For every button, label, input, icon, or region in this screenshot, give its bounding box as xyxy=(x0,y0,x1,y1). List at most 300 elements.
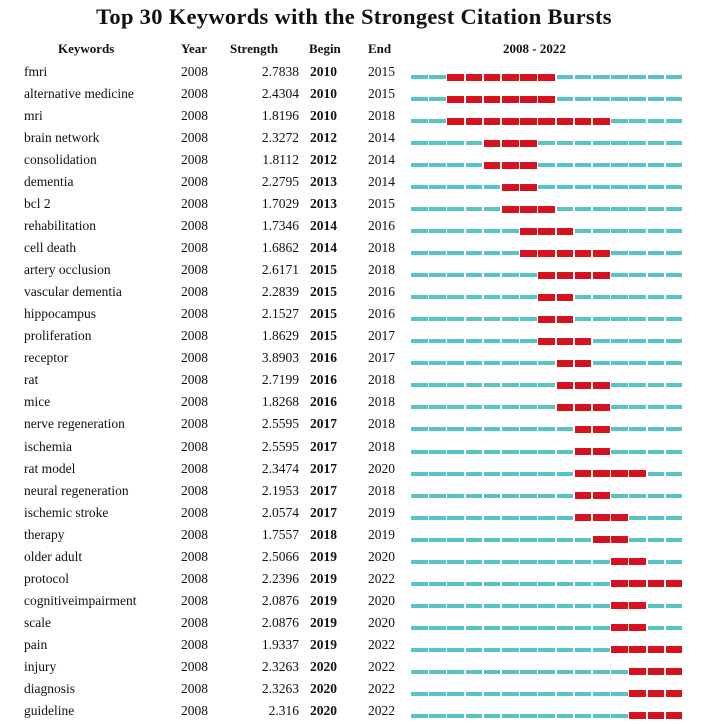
year-cell: 2008 xyxy=(181,570,208,586)
begin-cell: 2017 xyxy=(310,504,337,520)
burst-timeline xyxy=(411,107,684,129)
timeline-segment xyxy=(648,163,665,167)
timeline-segment xyxy=(575,185,592,189)
timeline-segment xyxy=(648,185,665,189)
burst-segment xyxy=(447,118,464,125)
begin-cell: 2016 xyxy=(310,372,337,388)
timeline-segment xyxy=(411,361,428,365)
timeline-segment xyxy=(447,626,464,630)
timeline-segment xyxy=(466,582,483,586)
burst-segment xyxy=(538,74,555,81)
begin-cell: 2020 xyxy=(310,680,337,696)
timeline-segment xyxy=(666,163,683,167)
burst-segment xyxy=(648,690,665,697)
keyword-cell: vascular dementia xyxy=(24,284,122,300)
strength-cell: 2.0876 xyxy=(261,614,299,630)
timeline-segment xyxy=(629,361,646,365)
timeline-segment xyxy=(557,472,574,476)
table-row xyxy=(0,526,708,548)
year-cell: 2008 xyxy=(181,108,208,124)
timeline-segment xyxy=(648,141,665,145)
timeline-segment xyxy=(466,516,483,520)
timeline-segment xyxy=(520,648,537,652)
keyword-cell: nerve regeneration xyxy=(24,416,125,432)
timeline-segment xyxy=(629,494,646,498)
timeline-segment xyxy=(557,714,574,718)
timeline-segment xyxy=(447,163,464,167)
timeline-segment xyxy=(484,207,501,211)
burst-timeline xyxy=(411,151,684,173)
timeline-segment xyxy=(629,97,646,101)
strength-cell: 2.7838 xyxy=(261,64,299,79)
table-row xyxy=(0,63,708,85)
end-cell: 2019 xyxy=(368,504,395,520)
burst-segment xyxy=(575,404,592,411)
timeline-segment xyxy=(447,648,464,652)
timeline-segment xyxy=(666,119,683,123)
strength-cell: 2.6171 xyxy=(261,262,299,278)
timeline-segment xyxy=(611,273,628,277)
timeline-segment xyxy=(666,339,683,343)
timeline-segment xyxy=(411,516,428,520)
timeline-segment xyxy=(557,163,574,167)
begin-cell: 2016 xyxy=(310,394,337,410)
end-cell: 2018 xyxy=(368,240,395,256)
timeline-segment xyxy=(520,273,537,277)
timeline-segment xyxy=(502,604,519,608)
timeline-segment xyxy=(538,472,555,476)
keyword-cell: neural regeneration xyxy=(24,482,129,498)
end-cell: 2022 xyxy=(368,658,395,674)
timeline-segment xyxy=(575,714,592,718)
burst-timeline xyxy=(411,438,684,460)
burst-segment xyxy=(520,228,537,235)
burst-segment xyxy=(538,250,555,257)
timeline-segment xyxy=(429,75,446,79)
timeline-segment xyxy=(484,626,501,630)
timeline-segment xyxy=(648,538,665,542)
timeline-segment xyxy=(429,516,446,520)
burst-segment xyxy=(666,646,683,653)
timeline-segment xyxy=(520,427,537,431)
burst-segment xyxy=(629,602,646,609)
burst-segment xyxy=(666,690,683,697)
timeline-segment xyxy=(593,582,610,586)
timeline-segment xyxy=(466,560,483,564)
timeline-segment xyxy=(666,472,683,476)
timeline-segment xyxy=(466,185,483,189)
timeline-segment xyxy=(648,97,665,101)
burst-segment xyxy=(557,382,574,389)
timeline-segment xyxy=(466,405,483,409)
strength-cell: 2.2795 xyxy=(261,174,299,190)
burst-segment xyxy=(593,118,610,125)
timeline-segment xyxy=(557,560,574,564)
timeline-segment xyxy=(466,273,483,277)
timeline-segment xyxy=(484,450,501,454)
timeline-segment xyxy=(538,626,555,630)
keyword-cell: dementia xyxy=(24,174,74,190)
timeline-segment xyxy=(429,472,446,476)
timeline-segment xyxy=(575,163,592,167)
strength-cell: 1.7557 xyxy=(261,526,299,542)
burst-segment xyxy=(629,646,646,653)
burst-segment xyxy=(593,514,610,521)
timeline-segment xyxy=(429,692,446,696)
burst-segment xyxy=(593,250,610,257)
timeline-segment xyxy=(520,361,537,365)
timeline-segment xyxy=(593,339,610,343)
timeline-segment xyxy=(611,692,628,696)
timeline-segment xyxy=(629,516,646,520)
timeline-segment xyxy=(502,383,519,387)
timeline-segment xyxy=(502,538,519,542)
year-cell: 2008 xyxy=(181,504,208,520)
timeline-segment xyxy=(466,295,483,299)
timeline-segment xyxy=(411,383,428,387)
burst-segment xyxy=(557,338,574,345)
burst-segment xyxy=(557,294,574,301)
timeline-segment xyxy=(575,229,592,233)
burst-timeline xyxy=(411,592,684,614)
timeline-segment xyxy=(666,626,683,630)
keyword-cell: therapy xyxy=(24,526,65,542)
burst-segment xyxy=(557,404,574,411)
timeline-segment xyxy=(466,361,483,365)
table-row xyxy=(0,283,708,305)
end-cell: 2014 xyxy=(368,152,395,168)
timeline-segment xyxy=(557,604,574,608)
timeline-segment xyxy=(411,472,428,476)
strength-cell: 2.5595 xyxy=(261,438,299,454)
timeline-segment xyxy=(429,714,446,718)
timeline-segment xyxy=(429,361,446,365)
table-row xyxy=(0,548,708,570)
timeline-segment xyxy=(666,229,683,233)
timeline-segment xyxy=(484,427,501,431)
burst-segment xyxy=(557,228,574,235)
timeline-segment xyxy=(629,450,646,454)
burst-segment xyxy=(629,558,646,565)
timeline-segment xyxy=(538,450,555,454)
year-cell: 2008 xyxy=(181,416,208,432)
timeline-segment xyxy=(466,472,483,476)
strength-cell: 1.8112 xyxy=(262,152,299,168)
timeline-segment xyxy=(629,339,646,343)
begin-cell: 2019 xyxy=(310,614,337,630)
burst-segment xyxy=(611,580,628,587)
table-row xyxy=(0,107,708,129)
timeline-segment xyxy=(429,251,446,255)
timeline-segment xyxy=(611,427,628,431)
burst-segment xyxy=(538,338,555,345)
timeline-segment xyxy=(466,141,483,145)
timeline-segment xyxy=(593,163,610,167)
year-cell: 2008 xyxy=(181,394,208,410)
timeline-segment xyxy=(447,494,464,498)
timeline-segment xyxy=(629,405,646,409)
timeline-segment xyxy=(484,295,501,299)
timeline-segment xyxy=(666,317,683,321)
year-cell: 2008 xyxy=(181,306,208,322)
timeline-segment xyxy=(502,560,519,564)
timeline-segment xyxy=(484,538,501,542)
timeline-segment xyxy=(593,692,610,696)
timeline-segment xyxy=(411,251,428,255)
keyword-cell: rat model xyxy=(24,460,76,476)
year-cell: 2008 xyxy=(181,680,208,696)
timeline-segment xyxy=(429,538,446,542)
timeline-segment xyxy=(484,648,501,652)
timeline-segment xyxy=(666,207,683,211)
year-cell: 2008 xyxy=(181,174,208,190)
year-cell: 2008 xyxy=(181,64,208,79)
burst-segment xyxy=(575,470,592,477)
burst-timeline xyxy=(411,460,684,482)
burst-timeline xyxy=(411,371,684,393)
timeline-segment xyxy=(520,405,537,409)
timeline-segment xyxy=(411,185,428,189)
timeline-segment xyxy=(429,494,446,498)
burst-segment xyxy=(484,74,501,81)
timeline-segment xyxy=(575,538,592,542)
burst-timeline xyxy=(411,173,684,195)
begin-cell: 2020 xyxy=(310,658,337,674)
timeline-segment xyxy=(429,648,446,652)
timeline-segment xyxy=(429,383,446,387)
keyword-cell: rat xyxy=(24,372,39,388)
timeline-segment xyxy=(575,141,592,145)
year-cell: 2008 xyxy=(181,658,208,674)
burst-timeline xyxy=(411,63,684,85)
burst-segment xyxy=(593,426,610,433)
year-cell: 2008 xyxy=(181,262,208,278)
timeline-segment xyxy=(520,383,537,387)
strength-cell: 2.4304 xyxy=(261,86,299,102)
table-row xyxy=(0,482,708,504)
timeline-segment xyxy=(502,648,519,652)
end-cell: 2018 xyxy=(368,108,395,124)
timeline-segment xyxy=(629,295,646,299)
timeline-segment xyxy=(538,185,555,189)
end-cell: 2016 xyxy=(368,284,395,300)
timeline-segment xyxy=(466,626,483,630)
timeline-segment xyxy=(666,516,683,520)
timeline-segment xyxy=(429,427,446,431)
burst-timeline xyxy=(411,415,684,437)
timeline-segment xyxy=(538,648,555,652)
timeline-segment xyxy=(538,714,555,718)
table-row xyxy=(0,349,708,371)
burst-timeline xyxy=(411,393,684,415)
burst-segment xyxy=(593,470,610,477)
timeline-segment xyxy=(557,626,574,630)
end-cell: 2019 xyxy=(368,526,395,542)
burst-segment xyxy=(629,690,646,697)
end-cell: 2018 xyxy=(368,262,395,278)
header-end: End xyxy=(368,41,392,56)
timeline-segment xyxy=(429,141,446,145)
table-row xyxy=(0,592,708,614)
keyword-cell: mri xyxy=(24,108,43,124)
timeline-segment xyxy=(429,97,446,101)
timeline-segment xyxy=(538,582,555,586)
keyword-cell: hippocampus xyxy=(24,306,96,322)
timeline-segment xyxy=(648,383,665,387)
burst-segment xyxy=(538,228,555,235)
timeline-segment xyxy=(575,97,592,101)
timeline-segment xyxy=(575,626,592,630)
timeline-segment xyxy=(648,604,665,608)
timeline-segment xyxy=(429,450,446,454)
timeline-segment xyxy=(411,207,428,211)
timeline-segment xyxy=(593,317,610,321)
timeline-segment xyxy=(538,427,555,431)
timeline-segment xyxy=(447,472,464,476)
timeline-segment xyxy=(611,317,628,321)
burst-timeline xyxy=(411,548,684,570)
timeline-segment xyxy=(629,317,646,321)
table-row xyxy=(0,195,708,217)
timeline-segment xyxy=(447,185,464,189)
table-row xyxy=(0,85,708,107)
burst-segment xyxy=(502,118,519,125)
timeline-segment xyxy=(411,604,428,608)
timeline-segment xyxy=(520,604,537,608)
end-cell: 2015 xyxy=(368,86,395,102)
table-row xyxy=(0,614,708,636)
timeline-segment xyxy=(629,538,646,542)
end-cell: 2018 xyxy=(368,372,395,388)
timeline-segment xyxy=(447,229,464,233)
timeline-segment xyxy=(593,560,610,564)
header-timeline-range: 2008 - 2022 xyxy=(503,41,566,56)
timeline-segment xyxy=(648,494,665,498)
year-cell: 2008 xyxy=(181,526,208,542)
strength-cell: 1.9337 xyxy=(261,636,299,652)
burst-segment xyxy=(666,668,683,675)
burst-segment xyxy=(466,74,483,81)
timeline-segment xyxy=(429,273,446,277)
timeline-segment xyxy=(484,604,501,608)
timeline-segment xyxy=(538,692,555,696)
timeline-segment xyxy=(429,229,446,233)
timeline-segment xyxy=(538,604,555,608)
timeline-segment xyxy=(538,670,555,674)
year-cell: 2008 xyxy=(181,284,208,300)
timeline-segment xyxy=(538,405,555,409)
timeline-segment xyxy=(484,273,501,277)
end-cell: 2022 xyxy=(368,680,395,696)
timeline-segment xyxy=(520,670,537,674)
burst-segment xyxy=(611,602,628,609)
timeline-segment xyxy=(666,75,683,79)
timeline-segment xyxy=(447,405,464,409)
burst-segment xyxy=(593,492,610,499)
timeline-segment xyxy=(520,538,537,542)
strength-cell: 3.8903 xyxy=(261,350,299,366)
timeline-segment xyxy=(466,427,483,431)
burst-segment xyxy=(611,624,628,631)
table-row xyxy=(0,239,708,261)
burst-segment xyxy=(575,360,592,367)
timeline-segment xyxy=(484,317,501,321)
timeline-segment xyxy=(593,207,610,211)
timeline-segment xyxy=(429,295,446,299)
timeline-segment xyxy=(575,670,592,674)
timeline-segment xyxy=(666,273,683,277)
timeline-segment xyxy=(447,538,464,542)
strength-cell: 1.8629 xyxy=(261,328,299,344)
header-begin: Begin xyxy=(309,41,341,56)
table-row xyxy=(0,173,708,195)
timeline-segment xyxy=(484,714,501,718)
burst-timeline xyxy=(411,261,684,283)
begin-cell: 2010 xyxy=(310,86,337,102)
header-year: Year xyxy=(181,41,207,56)
timeline-segment xyxy=(520,295,537,299)
timeline-segment xyxy=(648,450,665,454)
burst-segment xyxy=(538,118,555,125)
timeline-segment xyxy=(666,295,683,299)
end-cell: 2015 xyxy=(368,196,395,212)
year-cell: 2008 xyxy=(181,438,208,454)
timeline-segment xyxy=(520,516,537,520)
timeline-segment xyxy=(520,560,537,564)
burst-segment xyxy=(557,316,574,323)
year-cell: 2008 xyxy=(181,592,208,608)
table-row xyxy=(0,438,708,460)
timeline-segment xyxy=(411,626,428,630)
timeline-segment xyxy=(629,119,646,123)
burst-segment xyxy=(575,492,592,499)
burst-segment xyxy=(520,250,537,257)
timeline-segment xyxy=(520,582,537,586)
timeline-segment xyxy=(484,339,501,343)
timeline-segment xyxy=(557,207,574,211)
timeline-segment xyxy=(484,251,501,255)
burst-segment xyxy=(557,272,574,279)
timeline-segment xyxy=(666,251,683,255)
year-cell: 2008 xyxy=(181,702,208,718)
timeline-segment xyxy=(593,141,610,145)
burst-segment xyxy=(666,712,683,719)
timeline-segment xyxy=(648,626,665,630)
burst-timeline xyxy=(411,217,684,239)
burst-segment xyxy=(520,118,537,125)
timeline-segment xyxy=(593,670,610,674)
timeline-segment xyxy=(447,383,464,387)
timeline-segment xyxy=(411,295,428,299)
burst-timeline xyxy=(411,702,684,724)
timeline-segment xyxy=(593,648,610,652)
timeline-segment xyxy=(538,516,555,520)
timeline-segment xyxy=(575,582,592,586)
strength-cell: 1.7029 xyxy=(261,196,299,212)
keyword-cell: bcl 2 xyxy=(24,196,51,212)
timeline-segment xyxy=(429,185,446,189)
timeline-segment xyxy=(611,339,628,343)
burst-segment xyxy=(575,338,592,345)
burst-segment xyxy=(502,184,519,191)
timeline-segment xyxy=(666,405,683,409)
timeline-segment xyxy=(429,670,446,674)
burst-segment xyxy=(484,118,501,125)
timeline-segment xyxy=(411,141,428,145)
burst-timeline xyxy=(411,239,684,261)
timeline-segment xyxy=(447,361,464,365)
burst-timeline xyxy=(411,570,684,592)
